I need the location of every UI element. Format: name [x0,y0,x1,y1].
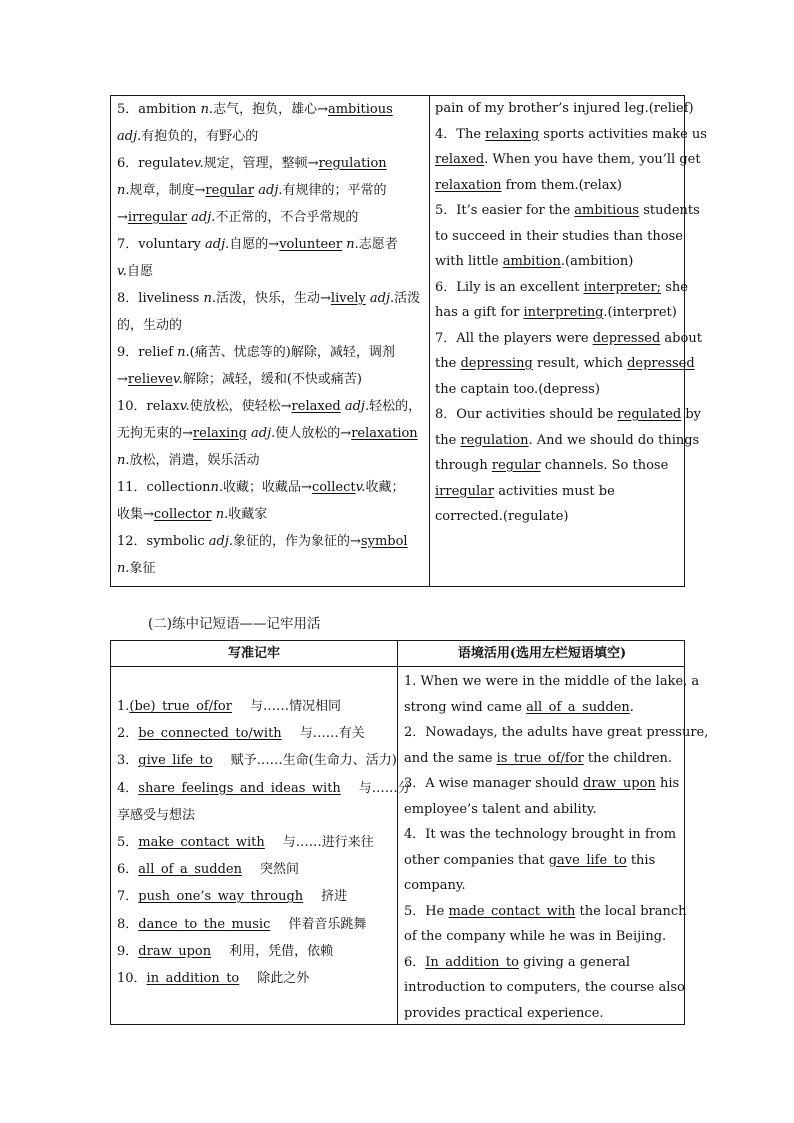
phrase-answer: draw_upon [138,943,212,959]
answer-blank: ambitious [327,102,393,117]
phrases-table [110,640,709,1025]
answer-blank: interpreter; [583,279,662,295]
list-item: adj.有抱负的，有野心的 [117,129,259,144]
answer-blank: regulated [617,407,682,422]
list-item: 9．relief n.(痛苦、忧虑等的)解除，减轻，调剂 [117,345,395,360]
list-item: 6．all_of_a_sudden 突然间 [117,862,300,878]
section-title: (二)练中记短语——记牢用活 [148,616,321,632]
list-item: corrected.(regulate) [435,509,569,524]
answer-blank: is_true_of/for [496,750,584,766]
list-item: 8．Our activities should be regulated by [435,407,702,422]
list-item: pain of my brother’s injured leg.(relief) [435,101,694,116]
phrase-answer: push_one’s_way_through [138,889,304,905]
list-item: 7．All the players were depressed about [435,330,702,346]
answer-blank: relaxation [435,177,502,193]
list-item: to succeed in their studies than those [435,228,683,244]
list-item: 9．draw_upon 利用，凭借，依赖 [117,943,334,959]
answer-blank: all_of_a_sudden [526,699,630,715]
list-item: 10．relaxv.使放松，使轻松→relaxed adj.轻松的， [117,399,422,414]
list-item: 4．The relaxing sports activities make us [435,126,707,142]
list-item: through regular channels. So those [435,458,669,473]
answer-blank: collector [153,507,212,522]
list-item: irregular activities must be [435,483,615,499]
list-item: 1.(be)_true_of/for 与……情况相同 [117,699,341,714]
column-header-right: 语境活用(选用左栏短语填空) [457,646,627,661]
list-item: provides practical experience. [404,1005,604,1021]
phrase-answer: share_feelings_and_ideas_with [138,780,341,796]
list-item: 6．regulatev.规定，管理，整顿→regulation [117,156,387,171]
list-item: →relievev.解除；减轻，缓和(不快或痛苦) [117,372,362,387]
column-header-left: 写准记牢 [227,646,280,661]
word-formation-column [117,96,427,582]
answer-blank: regulation [460,432,529,448]
list-item: of the company while he was in Beijing. [404,929,667,944]
list-item: 12．symbolic adj.象征的，作为象征的→symbol [117,534,408,549]
list-item: 4．share_feelings_and_ideas_with 与……分 [117,780,411,796]
list-item: 5．ambition n.志气，抱负，雄心→ambitious [117,102,393,117]
list-item: 7．push_one’s_way_through 挤进 [117,889,348,905]
answer-blank: made_contact_with [448,903,576,919]
answer-blank: collect [311,480,356,495]
phrase-list [117,693,411,992]
list-item: n.放松，消遣，娱乐活动 [117,453,260,468]
answer-blank: depressed [627,356,695,371]
phrase-answer: all_of_a_sudden [138,862,242,878]
column-divider [429,96,430,586]
list-item: 8．dance_to_the_music 伴着音乐跳舞 [117,916,367,932]
list-item: 8．liveliness n.活泼，快乐，生动→lively adj.活泼 [117,291,421,306]
phrase-answer: dance_to_the_music [138,916,271,932]
phrase-answer: be_connected_to/with [138,726,282,742]
answer-blank: irregular [435,483,495,499]
list-item: has a gift for interpreting.(interpret) [435,305,677,320]
answer-blank: relaxing [485,126,540,142]
list-item: 收集→collector n.收藏家 [117,507,268,522]
list-item: relaxation from them.(relax) [435,177,622,193]
list-item: 5．It’s easier for the ambitious students [435,203,700,218]
vocabulary-table [110,95,707,587]
list-item: other companies that gave_life_to this [404,852,656,868]
list-item: 7．voluntary adj.自愿的→volunteer n.志愿者 [117,237,398,252]
list-item: and the same is_true_of/for the children. [404,750,673,766]
list-item: 6．In_addition_to giving a general [404,954,631,970]
answer-blank: In_addition_to [425,954,519,970]
list-item: 无拘无束的→relaxing adj.使人放松的→relaxation [117,426,418,441]
list-item: n.规章，制度→regular adj.有规律的；平常的 [117,183,387,198]
phrase-answer: in_addition_to [146,970,240,986]
list-item: company. [404,878,466,893]
list-item: the captain too.(depress) [435,381,600,397]
list-item: n.象征 [117,561,156,576]
list-item: 3．give_life_to 赋予……生命(生命力、活力) [117,753,397,769]
answer-blank: regulation [318,156,387,171]
list-item: 6．Lily is an excellent interpreter; she [435,279,688,295]
list-item: strong wind came all_of_a_sudden. [404,699,634,715]
list-item: employee’s talent and ability. [404,801,597,817]
answer-blank: gave_life_to [548,852,627,868]
phrase-answer: (be)_true_of/for [129,699,232,714]
answer-blank: relaxing [192,426,247,441]
list-item: 5．He made_contact_with the local branch [404,903,687,919]
answer-blank: regular [205,183,255,198]
answer-blank: relaxed [435,152,485,167]
answer-blank: depressed [592,330,661,346]
list-item: with little ambition.(ambition) [435,254,634,269]
phrase-answer: give_life_to [138,753,213,769]
list-item: the depressing result, which depressed [435,356,695,371]
phrase-answer: make_contact_with [138,834,265,850]
list-item: 10．in_addition_to 除此之外 [117,970,310,986]
answer-blank: lively [330,291,366,306]
list-item: 3．A wise manager should draw_upon his [404,776,680,791]
answer-blank: ambitious [574,203,640,218]
list-item: introduction to computers, the course also [404,980,685,995]
list-item: the regulation. And we should do things [435,432,700,448]
column-divider [397,641,398,1024]
answer-blank: ambition [502,254,561,269]
list-item: 1. When we were in the middle of the lake, a [404,674,700,689]
header-divider [111,666,684,667]
list-item: 5．make_contact_with 与……进行来往 [117,834,374,850]
answer-blank: interpreting [523,305,604,320]
answer-blank: depressing [460,356,533,371]
list-item: 11．collectionn.收藏；收藏品→collectv.收藏； [117,480,405,495]
list-item: 的，生动的 [117,318,183,333]
list-item: v.自愿 [117,264,153,279]
list-item: 2．Nowadays, the adults have great pressure, [404,725,709,740]
answer-blank: irregular [127,210,188,225]
answer-blank: draw_upon [583,776,656,791]
answer-blank: relieve [127,372,173,387]
answer-blank: volunteer [279,237,343,252]
list-item: 4．It was the technology brought in from [404,827,677,842]
answer-blank: relaxation [351,426,418,441]
answer-blank: relaxed [291,399,341,414]
answer-blank: regular [491,458,541,473]
list-item: relaxed. When you have them, you’ll get [435,152,701,167]
list-item: 享感受与想法 [117,807,196,823]
sentence-practice-column [435,96,707,530]
list-item: →irregular adj.不正常的，不合乎常规的 [117,210,359,225]
answer-blank: symbol [360,534,408,549]
list-item: 2．be_connected_to/with 与……有关 [117,726,365,742]
context-sentences [404,669,709,1026]
